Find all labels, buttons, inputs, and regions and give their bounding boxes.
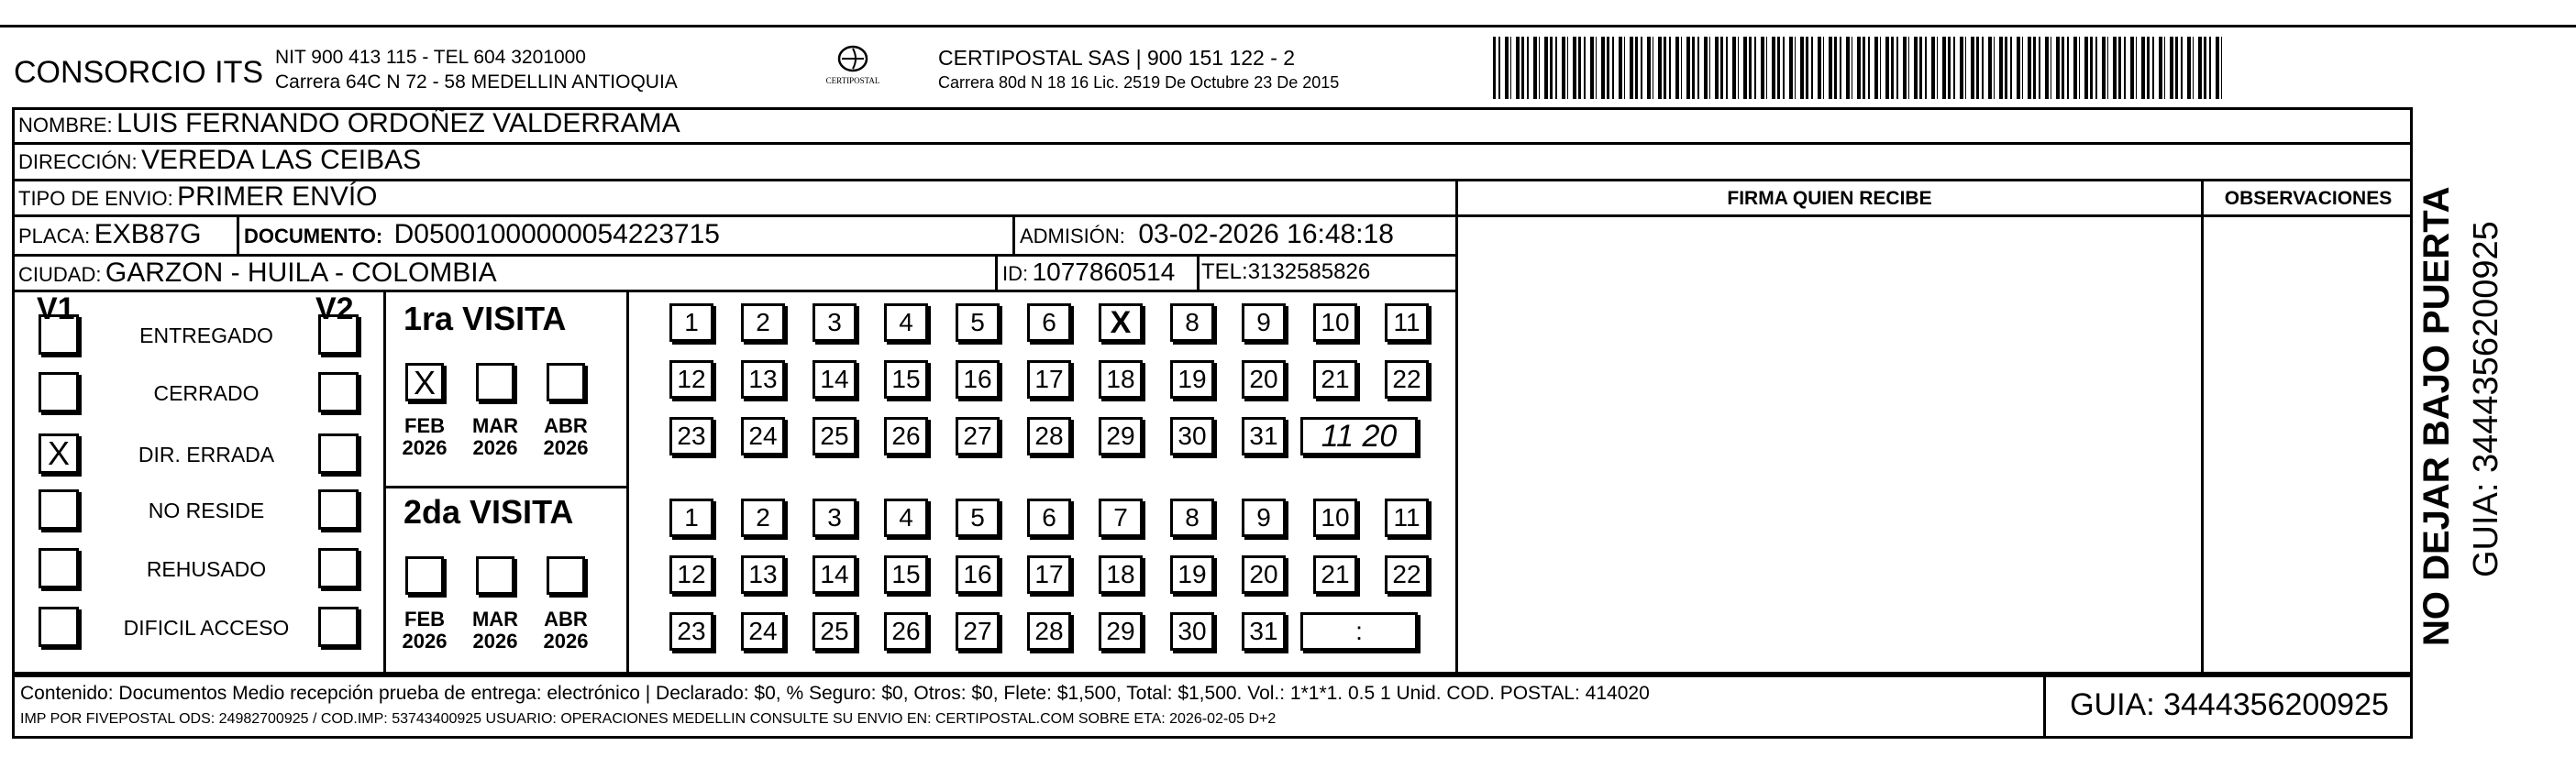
v1-checkbox[interactable] [39,372,79,412]
v2-checkbox[interactable] [318,548,359,588]
day-box[interactable]: 6 [1027,303,1071,342]
first-visit-title: 1ra VISITA [404,300,567,337]
direccion-value: VEREDA LAS CEIBAS [141,145,422,175]
month-label: MAR [471,414,519,437]
status-label: NO RESIDE [148,499,265,522]
month-checkbox[interactable] [547,363,585,401]
firma-header: FIRMA QUIEN RECIBE [1727,188,1932,209]
day-box[interactable]: 3 [813,303,857,342]
day-box[interactable]: 14 [813,360,857,399]
day-box[interactable]: 13 [741,555,785,594]
v2-checkbox[interactable] [318,489,359,530]
id-cell [1002,258,1175,287]
month-checkbox[interactable] [476,363,514,401]
v1-checkbox[interactable] [39,314,79,355]
id-value: 1077860514 [1032,258,1176,286]
nombre-label: NOMBRE: [18,114,113,137]
month-checkbox[interactable]: X [405,363,444,401]
row-divider [12,254,1458,257]
day-box[interactable]: 18 [1099,360,1143,399]
imp-text: IMP POR FIVEPOSTAL ODS: 24982700925 / COD.IMP: 53743400925 USUARIO: OPERACIONES MEDELLIN CONSULTE SU ENVIO EN: CERTIPOSTAL.COM SOBRE ETA: 2026-02-05 D+2 [20,711,1277,727]
day-box[interactable]: 17 [1027,555,1071,594]
day-box[interactable]: 9 [1242,499,1286,537]
v2-checkbox[interactable] [318,314,359,355]
ciudad-cell [18,258,497,289]
tel-cell [1201,259,1370,285]
carrier-address: Carrera 80d N 18 16 Lic. 2519 De Octubre 23 De 2015 [938,73,1340,92]
status-label: DIR. ERRADA [138,443,275,466]
day-box[interactable]: 31 [1242,417,1286,455]
month-label: ABR [544,414,588,437]
month-label: ABR [544,608,588,631]
documento-value: D05001000000054223715 [393,219,720,249]
day-box[interactable]: 3 [813,499,857,537]
day-box[interactable]: 28 [1027,612,1071,651]
certipostal-logo [814,44,891,85]
day-box[interactable]: 29 [1099,612,1143,651]
day-box[interactable]: 26 [884,612,928,651]
direccion-row [18,145,421,176]
day-box[interactable]: 13 [741,360,785,399]
v1-checkbox[interactable] [39,548,79,588]
day-box[interactable]: 29 [1099,417,1143,455]
footer-guia: GUIA: 3444356200925 [2070,687,2389,722]
visit-divider [386,486,629,488]
day-box[interactable]: 28 [1027,417,1071,455]
year-label: 2026 [402,630,448,653]
placa-value: EXB87G [94,219,202,249]
day-box[interactable]: 1 [669,499,713,537]
status-label: CERRADO [153,381,260,405]
cell-divider [237,217,239,254]
day-box[interactable]: 27 [956,417,1000,455]
admision-value: 03-02-2026 16:48:18 [1138,219,1394,249]
ciudad-label: CIUDAD: [18,263,102,286]
day-box[interactable]: 19 [1170,555,1214,594]
time-box[interactable]: 11 20 [1300,417,1418,455]
day-box[interactable]: 23 [669,417,713,455]
status-label: ENTREGADO [139,324,273,347]
day-box[interactable]: 20 [1242,555,1286,594]
day-box[interactable]: 6 [1027,499,1071,537]
observaciones-header: OBSERVACIONES [2224,188,2393,209]
logo-text: CERTIPOSTAL [825,76,880,85]
placa-cell [18,219,201,250]
day-box[interactable]: 2 [741,499,785,537]
direccion-label: DIRECCIÓN: [18,150,138,173]
v1-checkbox[interactable] [39,489,79,530]
month-divider [626,292,629,675]
day-box[interactable]: 14 [813,555,857,594]
firma-left-border [1455,179,1458,675]
documento-label: DOCUMENTO: [244,225,383,247]
month-label: FEB [404,414,445,437]
tipo-value: PRIMER ENVÍO [177,181,378,212]
company-name: CONSORCIO ITS [14,55,264,90]
day-box[interactable]: 19 [1170,360,1214,399]
day-box[interactable]: 5 [956,303,1000,342]
day-box[interactable]: 17 [1027,360,1071,399]
day-box[interactable]: 8 [1170,499,1214,537]
day-box[interactable]: 8 [1170,303,1214,342]
day-box[interactable]: 4 [884,303,928,342]
tel-value: 3132585826 [1247,259,1371,284]
row-divider [12,214,2413,217]
day-box[interactable]: 31 [1242,612,1286,651]
top-border [0,25,2576,27]
day-box[interactable]: 30 [1170,612,1214,651]
v1-checkbox[interactable]: X [39,433,79,474]
day-box[interactable]: 15 [884,360,928,399]
day-box[interactable]: 18 [1099,555,1143,594]
obs-left-border [2201,179,2204,675]
day-box[interactable]: 23 [669,612,713,651]
day-box[interactable]: 27 [956,612,1000,651]
day-box[interactable]: 22 [1385,555,1429,594]
id-label: ID: [1002,262,1029,285]
day-box[interactable]: 10 [1313,303,1357,342]
day-box[interactable]: 10 [1313,499,1357,537]
month-checkbox[interactable] [405,556,444,595]
admision-cell [1020,219,1394,250]
day-box[interactable]: 15 [884,555,928,594]
day-box[interactable]: 12 [669,555,713,594]
day-box[interactable]: 24 [741,612,785,651]
nombre-row [18,108,680,139]
month-label: MAR [471,608,519,631]
day-box[interactable]: 30 [1170,417,1214,455]
logo-icon [835,44,871,73]
cell-divider [1197,257,1200,290]
day-box[interactable]: 21 [1313,360,1357,399]
side-guia: GUIA: 3444356200925 [2467,221,2505,577]
side-warning: NO DEJAR BAJO PUERTA [2416,186,2457,646]
second-visit-title: 2da VISITA [404,493,574,531]
day-box[interactable]: 26 [884,417,928,455]
cell-divider [1012,217,1015,254]
day-box[interactable]: X [1099,303,1143,342]
contenido-text: Contenido: Documentos Medio recepción prueba de entrega: electrónico | Declarado: $0, % Seguro: $0, Otros: $0, Flete: $1,500, Total: $1,500. Vol.: 1*1*1. 0.5 1 Unid. COD. POSTAL: 414020 [20,683,1650,704]
v2-checkbox[interactable] [318,433,359,474]
placa-label: PLACA: [18,225,91,247]
company-nit: NIT 900 413 115 - TEL 604 3201000 [275,47,586,68]
company-address: Carrera 64C N 72 - 58 MEDELLIN ANTIOQUIA [275,71,678,93]
nombre-value: LUIS FERNANDO ORDOÑEZ VALDERRAMA [116,108,680,138]
v2-header: V2 [315,291,354,326]
row-divider [12,290,1458,292]
day-box[interactable]: 12 [669,360,713,399]
day-box[interactable]: 1 [669,303,713,342]
day-box[interactable]: 7 [1099,499,1143,537]
month-checkbox[interactable] [547,556,585,595]
day-box[interactable]: 5 [956,499,1000,537]
month-label: FEB [404,608,445,631]
day-box[interactable]: 21 [1313,555,1357,594]
documento-cell [244,219,720,250]
barcode [1493,37,2225,99]
carrier-name: CERTIPOSTAL SAS | 900 151 122 - 2 [938,46,1296,70]
day-box[interactable]: 24 [741,417,785,455]
status-divider [383,292,386,675]
day-box[interactable]: 16 [956,360,1000,399]
day-box[interactable]: 9 [1242,303,1286,342]
status-label: REHUSADO [146,557,267,581]
month-checkbox[interactable] [476,556,514,595]
day-box[interactable]: 20 [1242,360,1286,399]
year-label: 2026 [543,630,589,653]
v1-header: V1 [37,291,75,326]
admision-label: ADMISIÓN: [1020,225,1125,247]
day-box[interactable]: 25 [813,417,857,455]
day-box[interactable]: 22 [1385,360,1429,399]
year-label: 2026 [472,630,518,653]
day-box[interactable]: 11 [1385,499,1429,537]
day-box[interactable]: 2 [741,303,785,342]
tel-label: TEL: [1201,259,1248,284]
v2-checkbox[interactable] [318,607,359,647]
day-box[interactable]: 16 [956,555,1000,594]
day-box[interactable]: 11 [1385,303,1429,342]
year-label: 2026 [543,436,589,459]
cell-divider [995,257,998,290]
year-label: 2026 [402,436,448,459]
tipo-row [18,181,378,213]
ciudad-value: GARZON - HUILA - COLOMBIA [105,258,497,288]
v2-checkbox[interactable] [318,372,359,412]
day-box[interactable]: 25 [813,612,857,651]
time-box[interactable]: : [1300,612,1418,651]
tipo-label: TIPO DE ENVIO: [18,187,173,210]
v1-checkbox[interactable] [39,607,79,647]
day-box[interactable]: 4 [884,499,928,537]
year-label: 2026 [472,436,518,459]
status-label: DIFICIL ACCESO [123,616,290,640]
